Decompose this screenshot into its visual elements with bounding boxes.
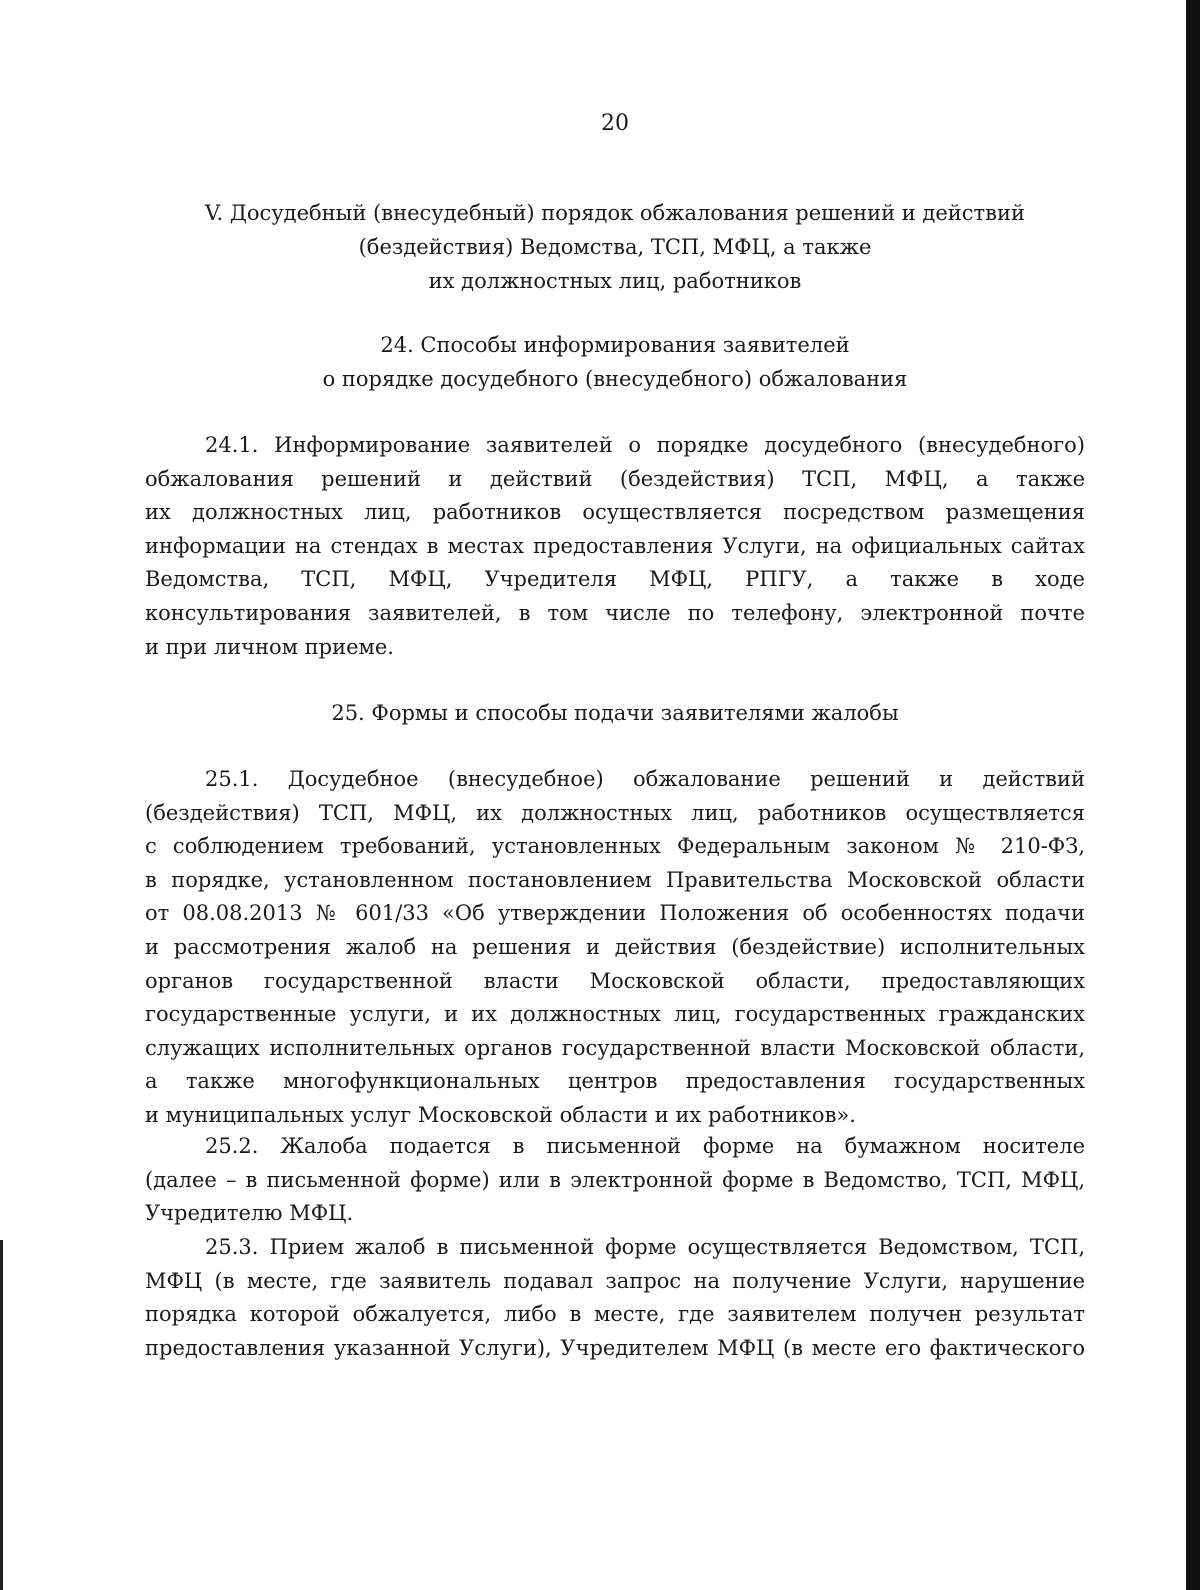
paragraph-25-2 [145,1130,1085,1231]
text-line: обжалования решений и действий (бездействия) ТСП, МФЦ, а также [145,466,1085,491]
text-line: с соблюдением требований, установленных Федеральным законом № 210-ФЗ, [145,834,1085,859]
page-number: 20 [601,111,629,136]
text-line: и рассмотрения жалоб на решения и действия (бездействие) исполнительных [145,934,1085,959]
text-line: МФЦ (в месте, где заявитель подавал запрос на получение Услуги, нарушение [145,1268,1085,1293]
text-line: их должностных лиц, работников осуществляется посредством размещения [145,500,1085,525]
text-line: информации на стендах в местах предоставления Услуги, на официальных сайтах [145,533,1085,558]
subsection-heading-24 [145,328,1085,396]
text-line: в порядке, установленном постановлением Правительства Московской области [145,867,1085,892]
heading-line: 25. Формы и способы подачи заявителями жалобы [331,701,899,725]
paragraph-25-1 [145,763,1085,1133]
text-line: государственные услуги, и их должностных лиц, государственных гражданских [145,1002,1085,1027]
paragraph-25-3 [145,1231,1085,1365]
scan-edge [1186,0,1200,1590]
heading-line: V. Досудебный (внесудебный) порядок обжалования решений и действий [205,201,1025,225]
section-heading [145,196,1085,298]
scan-edge [0,1240,3,1590]
text-line: (далее – в письменной форме) или в электронной форме в Ведомство, ТСП, МФЦ, [145,1167,1085,1192]
text-line: и при личном приеме. [145,634,394,659]
text-line: (бездействия) ТСП, МФЦ, их должностных лиц, работников осуществляется [145,800,1085,825]
subsection-heading-25 [145,696,1085,730]
text-line: и муниципальных услуг Московской области и их работников». [145,1102,856,1127]
text-line: 25.2. Жалоба подается в письменной форме на бумажном носителе [205,1134,1085,1158]
heading-line: их должностных лиц, работников [428,269,802,293]
text-line: 24.1. Информирование заявителей о порядке досудебного (внесудебного) [205,433,1085,457]
heading-line: о порядке досудебного (внесудебного) обжалования [322,367,908,391]
text-line: консультирования заявителей, в том числе по телефону, электронной почте [145,600,1085,625]
text-line: Ведомства, ТСП, МФЦ, Учредителя МФЦ, РПГУ, а также в ходе [145,567,1085,592]
heading-line: 24. Способы информирования заявителей [380,333,850,357]
text-line: а также многофункциональных центров предоставления государственных [145,1069,1085,1094]
text-line: порядка которой обжалуется, либо в месте, где заявителем получен результат [145,1302,1085,1327]
text-line: 25.1. Досудебное (внесудебное) обжалование решений и действий [205,767,1085,791]
heading-line: (бездействия) Ведомства, ТСП, МФЦ, а также [358,235,872,259]
text-line: Учредителю МФЦ. [145,1201,354,1226]
text-line: предоставления указанной Услуги), Учредителем МФЦ (в месте его фактического [145,1335,1085,1360]
text-line: служащих исполнительных органов государственной власти Московской области, [145,1035,1085,1060]
text-line: от 08.08.2013 № 601/33 «Об утверждении Положения об особенностях подачи [145,901,1085,926]
text-line: 25.3. Прием жалоб в письменной форме осуществляется Ведомством, ТСП, [205,1235,1085,1259]
paragraph-24-1 [145,429,1085,664]
text-line: органов государственной власти Московской области, предоставляющих [145,968,1085,993]
